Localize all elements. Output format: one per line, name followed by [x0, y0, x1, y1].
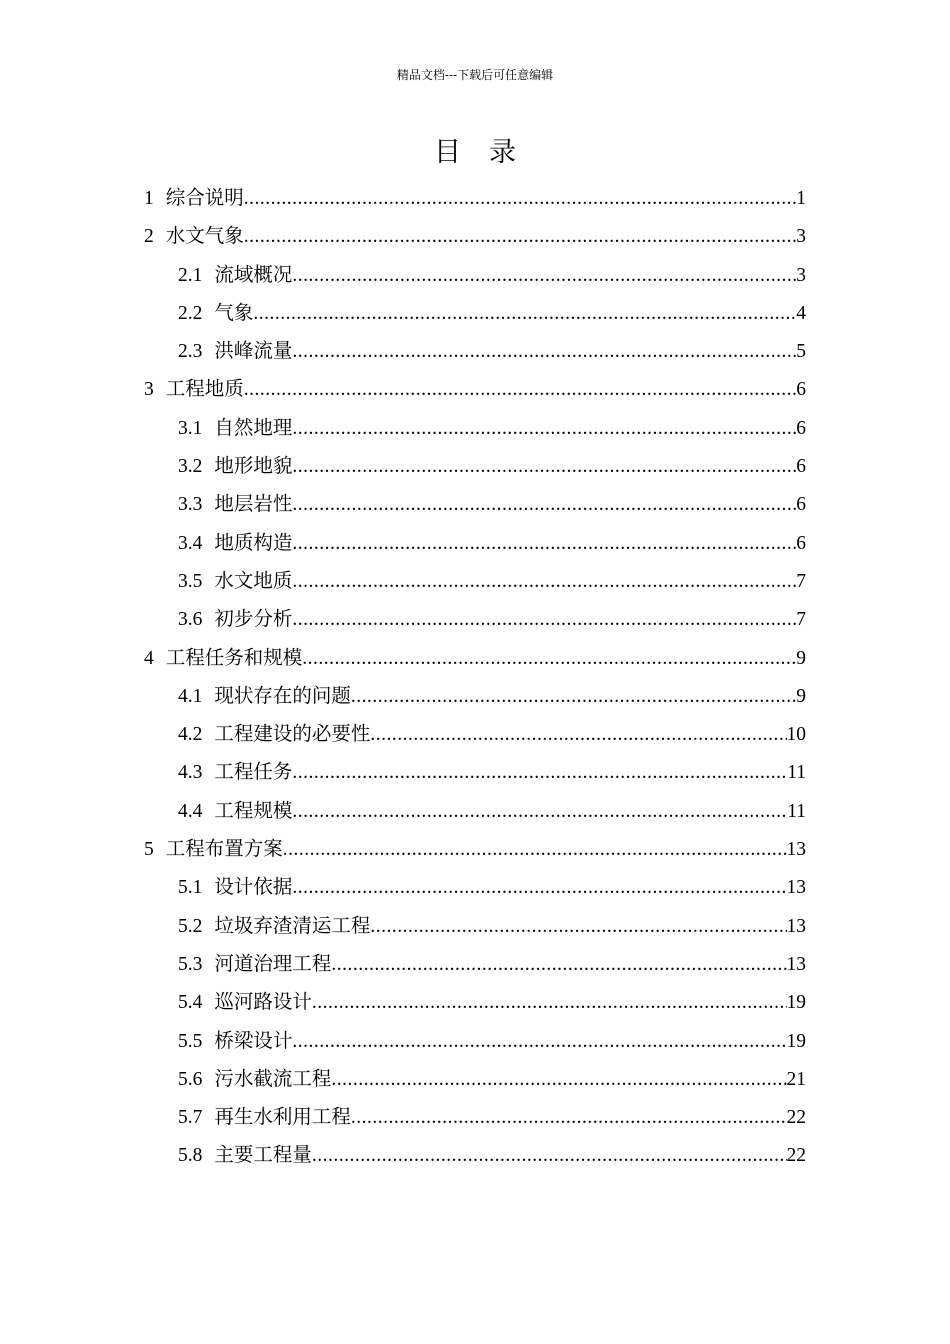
toc-entry-number: 3.1	[178, 417, 203, 439]
toc-leader-dots	[253, 303, 796, 325]
toc-entry[interactable]	[144, 833, 806, 871]
toc-leader-dots	[312, 1145, 787, 1167]
toc-entry-page: 4	[796, 302, 806, 324]
toc-entry-page: 19	[786, 992, 806, 1014]
toc-leader-dots	[292, 418, 796, 440]
toc-entry-number: 1	[144, 188, 154, 209]
toc-entry-page: 13	[786, 877, 806, 899]
toc-entry[interactable]	[144, 412, 806, 450]
toc-entry[interactable]	[144, 335, 806, 373]
toc-entry[interactable]	[144, 680, 806, 718]
toc-entry-number: 5.3	[178, 953, 203, 975]
toc-entry-number: 2.2	[178, 302, 203, 324]
toc-entry[interactable]	[144, 642, 806, 680]
toc-entry[interactable]	[144, 1063, 806, 1101]
toc-entry[interactable]	[144, 1025, 806, 1063]
toc-entry-number: 5.1	[178, 877, 203, 899]
toc-entry[interactable]	[144, 1139, 806, 1177]
toc-leader-dots	[292, 533, 796, 555]
toc-leader-dots	[292, 801, 787, 823]
toc-leader-dots	[292, 762, 787, 784]
toc-entry-title: 水文地质	[214, 568, 293, 592]
toc-entry-page: 6	[796, 532, 806, 554]
toc-entry-page: 7	[796, 570, 806, 592]
toc-entry-title: 流域概况	[214, 262, 293, 286]
toc-title: 目录	[434, 137, 544, 168]
toc-entry-title: 地质构造	[214, 530, 293, 554]
toc-entry-title: 现状存在的问题	[214, 683, 351, 707]
toc-entry-page: 13	[786, 953, 806, 975]
toc-leader-dots	[331, 954, 786, 976]
toc-leader-dots	[292, 609, 796, 631]
toc-entry-page: 6	[796, 494, 806, 516]
toc-leader-dots	[370, 724, 786, 746]
toc-entry-number: 4.2	[178, 724, 203, 746]
toc-entry-number: 5.2	[178, 915, 203, 937]
toc-entry-page: 13	[786, 839, 806, 861]
toc-entry-number: 3.2	[178, 456, 203, 478]
toc-entry-page: 22	[786, 1107, 806, 1129]
toc-entry[interactable]	[144, 603, 806, 641]
toc-entry[interactable]	[144, 565, 806, 603]
toc-entry-page: 10	[786, 724, 806, 746]
toc-entry-number: 2.3	[178, 341, 203, 363]
toc-entry-title: 工程任务和规模	[165, 645, 303, 669]
toc-entry[interactable]	[144, 373, 806, 411]
toc-entry-number: 3	[144, 379, 154, 401]
toc-entry[interactable]	[144, 718, 806, 756]
toc-entry-number: 3.5	[178, 570, 203, 592]
toc-entry-number: 2	[144, 226, 154, 248]
toc-entry-number: 4.1	[178, 685, 203, 707]
toc-leader-dots	[292, 456, 796, 478]
toc-entry-title: 自然地理	[214, 415, 293, 439]
toc-entry-number: 3.4	[178, 532, 203, 554]
toc-entry-number: 5.6	[178, 1068, 203, 1090]
toc-entry-number: 5.7	[178, 1107, 203, 1129]
toc-entry[interactable]	[144, 871, 806, 909]
toc-entry[interactable]	[144, 220, 806, 258]
toc-entry-number: 4.4	[178, 800, 203, 822]
toc-entry[interactable]	[144, 986, 806, 1024]
toc-entry-page: 9	[796, 647, 806, 669]
toc-entry[interactable]	[144, 297, 806, 335]
toc-entry-title: 工程规模	[214, 798, 293, 822]
toc-entry-number: 4	[144, 647, 154, 669]
toc-entry-title: 地形地貌	[214, 454, 293, 478]
toc-entry-page: 21	[786, 1068, 806, 1090]
toc-entry-number: 3.3	[178, 494, 203, 516]
table-of-contents	[144, 182, 806, 1178]
toc-leader-dots	[244, 379, 796, 401]
toc-entry-number: 5.8	[178, 1145, 203, 1167]
toc-leader-dots	[292, 571, 796, 593]
toc-entry-title: 工程布置方案	[165, 837, 283, 861]
toc-entry-title: 气象	[214, 300, 254, 324]
toc-entry[interactable]	[144, 450, 806, 488]
toc-entry-page: 7	[796, 609, 806, 631]
toc-entry-title: 水文气象	[165, 224, 244, 248]
toc-leader-dots	[331, 1069, 786, 1091]
toc-entry[interactable]	[144, 488, 806, 526]
toc-leader-dots	[292, 1031, 786, 1053]
toc-leader-dots	[244, 226, 796, 248]
toc-entry-number: 4.3	[178, 762, 203, 784]
toc-entry-page: 6	[796, 456, 806, 478]
toc-leader-dots	[302, 648, 796, 670]
toc-entry-number: 5.4	[178, 992, 203, 1014]
toc-entry-page: 9	[796, 685, 806, 707]
toc-entry-page: 3	[796, 264, 806, 286]
toc-entry-title: 垃圾弃渣清运工程	[214, 913, 371, 937]
toc-entry-title: 主要工程量	[214, 1143, 312, 1167]
toc-entry-title: 地层岩性	[214, 492, 293, 516]
toc-entry-title: 污水截流工程	[214, 1066, 332, 1090]
toc-entry-number: 5	[144, 839, 154, 861]
toc-leader-dots	[351, 1107, 787, 1129]
toc-entry[interactable]	[144, 182, 806, 220]
toc-entry-title: 设计依据	[214, 875, 293, 899]
page-header: 精品文档---下载后可任意编辑	[396, 68, 554, 82]
toc-leader-dots	[292, 265, 796, 287]
toc-entry-page: 13	[786, 915, 806, 937]
toc-entry-number: 3.6	[178, 609, 203, 631]
toc-leader-dots	[292, 877, 786, 899]
toc-leader-dots	[292, 494, 796, 516]
toc-leader-dots	[351, 686, 796, 708]
toc-entry-title: 综合说明	[165, 186, 244, 209]
toc-entry-page: 22	[786, 1145, 806, 1167]
toc-entry[interactable]	[144, 756, 806, 794]
toc-entry[interactable]	[144, 1101, 806, 1139]
toc-entry[interactable]	[144, 259, 806, 297]
toc-entry-page: 11	[787, 800, 806, 822]
toc-entry-title: 河道治理工程	[214, 951, 332, 975]
toc-entry-page: 3	[796, 226, 806, 248]
toc-leader-dots	[370, 916, 786, 938]
toc-entry[interactable]	[144, 795, 806, 833]
toc-entry-page: 19	[786, 1030, 806, 1052]
toc-entry-title: 初步分析	[214, 607, 293, 631]
toc-leader-dots	[292, 341, 796, 363]
toc-entry-title: 桥梁设计	[214, 1028, 293, 1052]
toc-entry-title: 工程地质	[165, 377, 244, 401]
toc-entry-title: 洪峰流量	[214, 339, 293, 363]
toc-entry-page: 5	[796, 341, 806, 363]
toc-entry-title: 工程建设的必要性	[214, 722, 371, 746]
toc-entry-page: 6	[796, 417, 806, 439]
toc-entry-number: 2.1	[178, 264, 203, 286]
toc-entry-title: 工程任务	[214, 760, 293, 784]
toc-entry[interactable]	[144, 910, 806, 948]
toc-entry-title: 巡河路设计	[214, 990, 312, 1014]
toc-entry-title: 再生水利用工程	[214, 1105, 351, 1129]
toc-entry-page: 6	[796, 379, 806, 401]
toc-entry-page: 1	[796, 188, 806, 209]
toc-entry-number: 5.5	[178, 1030, 203, 1052]
toc-leader-dots	[312, 992, 787, 1014]
toc-leader-dots	[283, 839, 787, 861]
toc-leader-dots	[244, 188, 796, 210]
toc-entry[interactable]	[144, 527, 806, 565]
toc-entry-page: 11	[787, 762, 806, 784]
toc-entry[interactable]	[144, 948, 806, 986]
